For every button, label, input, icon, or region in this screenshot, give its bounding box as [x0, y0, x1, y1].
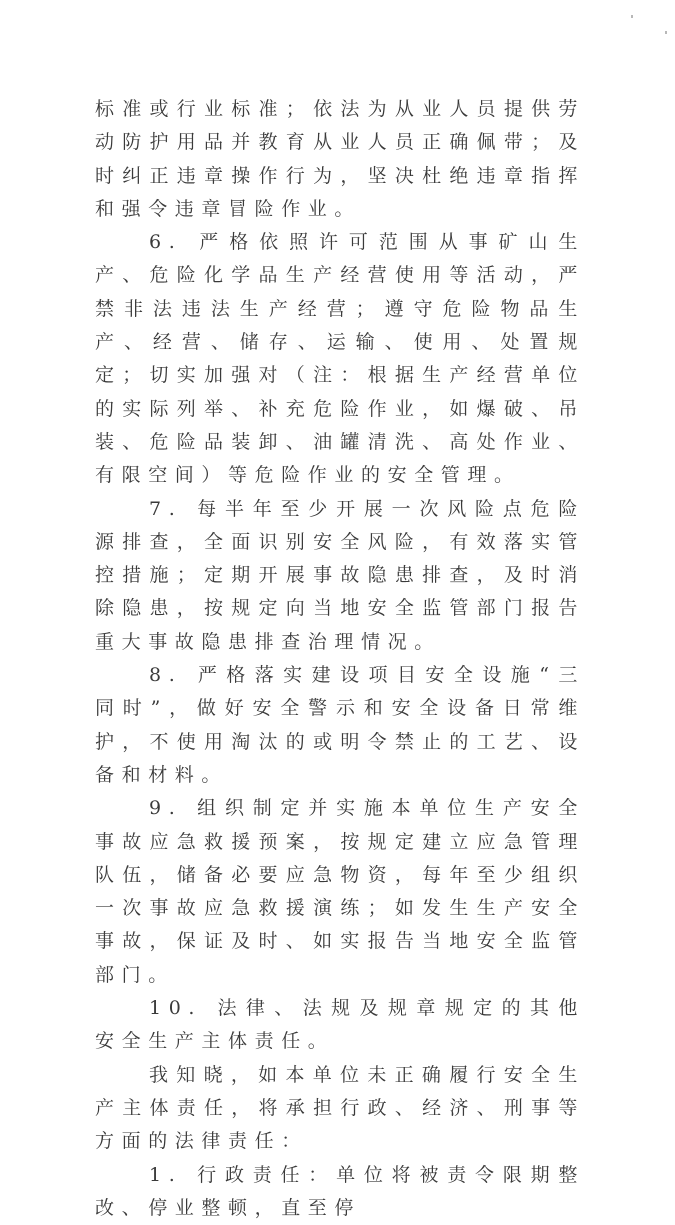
- paragraph-item-7: 7. 每半年至少开展一次风险点危险源排查，全面识别安全风险，有效落实管控措施；定期开展事故隐患排查，及时消除隐患，按规定向当地安全监管部门报告重大事故隐患排查治理情况。: [95, 493, 585, 659]
- paragraph-item-10: 10. 法律、法规及规章规定的其他安全生产主体责任。: [95, 992, 585, 1059]
- paragraph-continuation: 标准或行业标准；依法为从业人员提供劳动防护用品并教育从业人员正确佩带；及时纠正违章操作行为，坚决杜绝违章指挥和强令违章冒险作业。: [95, 93, 585, 226]
- paragraph-acknowledgement: 我知晓，如本单位未正确履行安全生产主体责任，将承担行政、经济、刑事等方面的法律责任：: [95, 1059, 585, 1159]
- scan-speck: [631, 15, 633, 18]
- document-page: [95, 93, 585, 1225]
- paragraph-liability-1: 1. 行政责任：单位将被责令限期整改、停业整顿，直至停: [95, 1159, 585, 1225]
- paragraph-item-8: 8. 严格落实建设项目安全设施“三同时”，做好安全警示和安全设备日常维护，不使用淘汰的或明令禁止的工艺、设备和材料。: [95, 659, 585, 792]
- scan-speck: [665, 31, 667, 34]
- paragraph-item-6: 6. 严格依照许可范围从事矿山生产、危险化学品生产经营使用等活动，严禁非法违法生产经营；遵守危险物品生产、经营、储存、运输、使用、处置规定；切实加强对（注：根据生产经营单位的实际列举、补充危险作业，如爆破、吊装、危险品装卸、油罐清洗、高处作业、有限空间）等危险作业的安全管理。: [95, 226, 585, 492]
- paragraph-item-9: 9. 组织制定并实施本单位生产安全事故应急救援预案，按规定建立应急管理队伍，储备必要应急物资，每年至少组织一次事故应急救援演练；如发生生产安全事故，保证及时、如实报告当地安全监管部门。: [95, 792, 585, 992]
